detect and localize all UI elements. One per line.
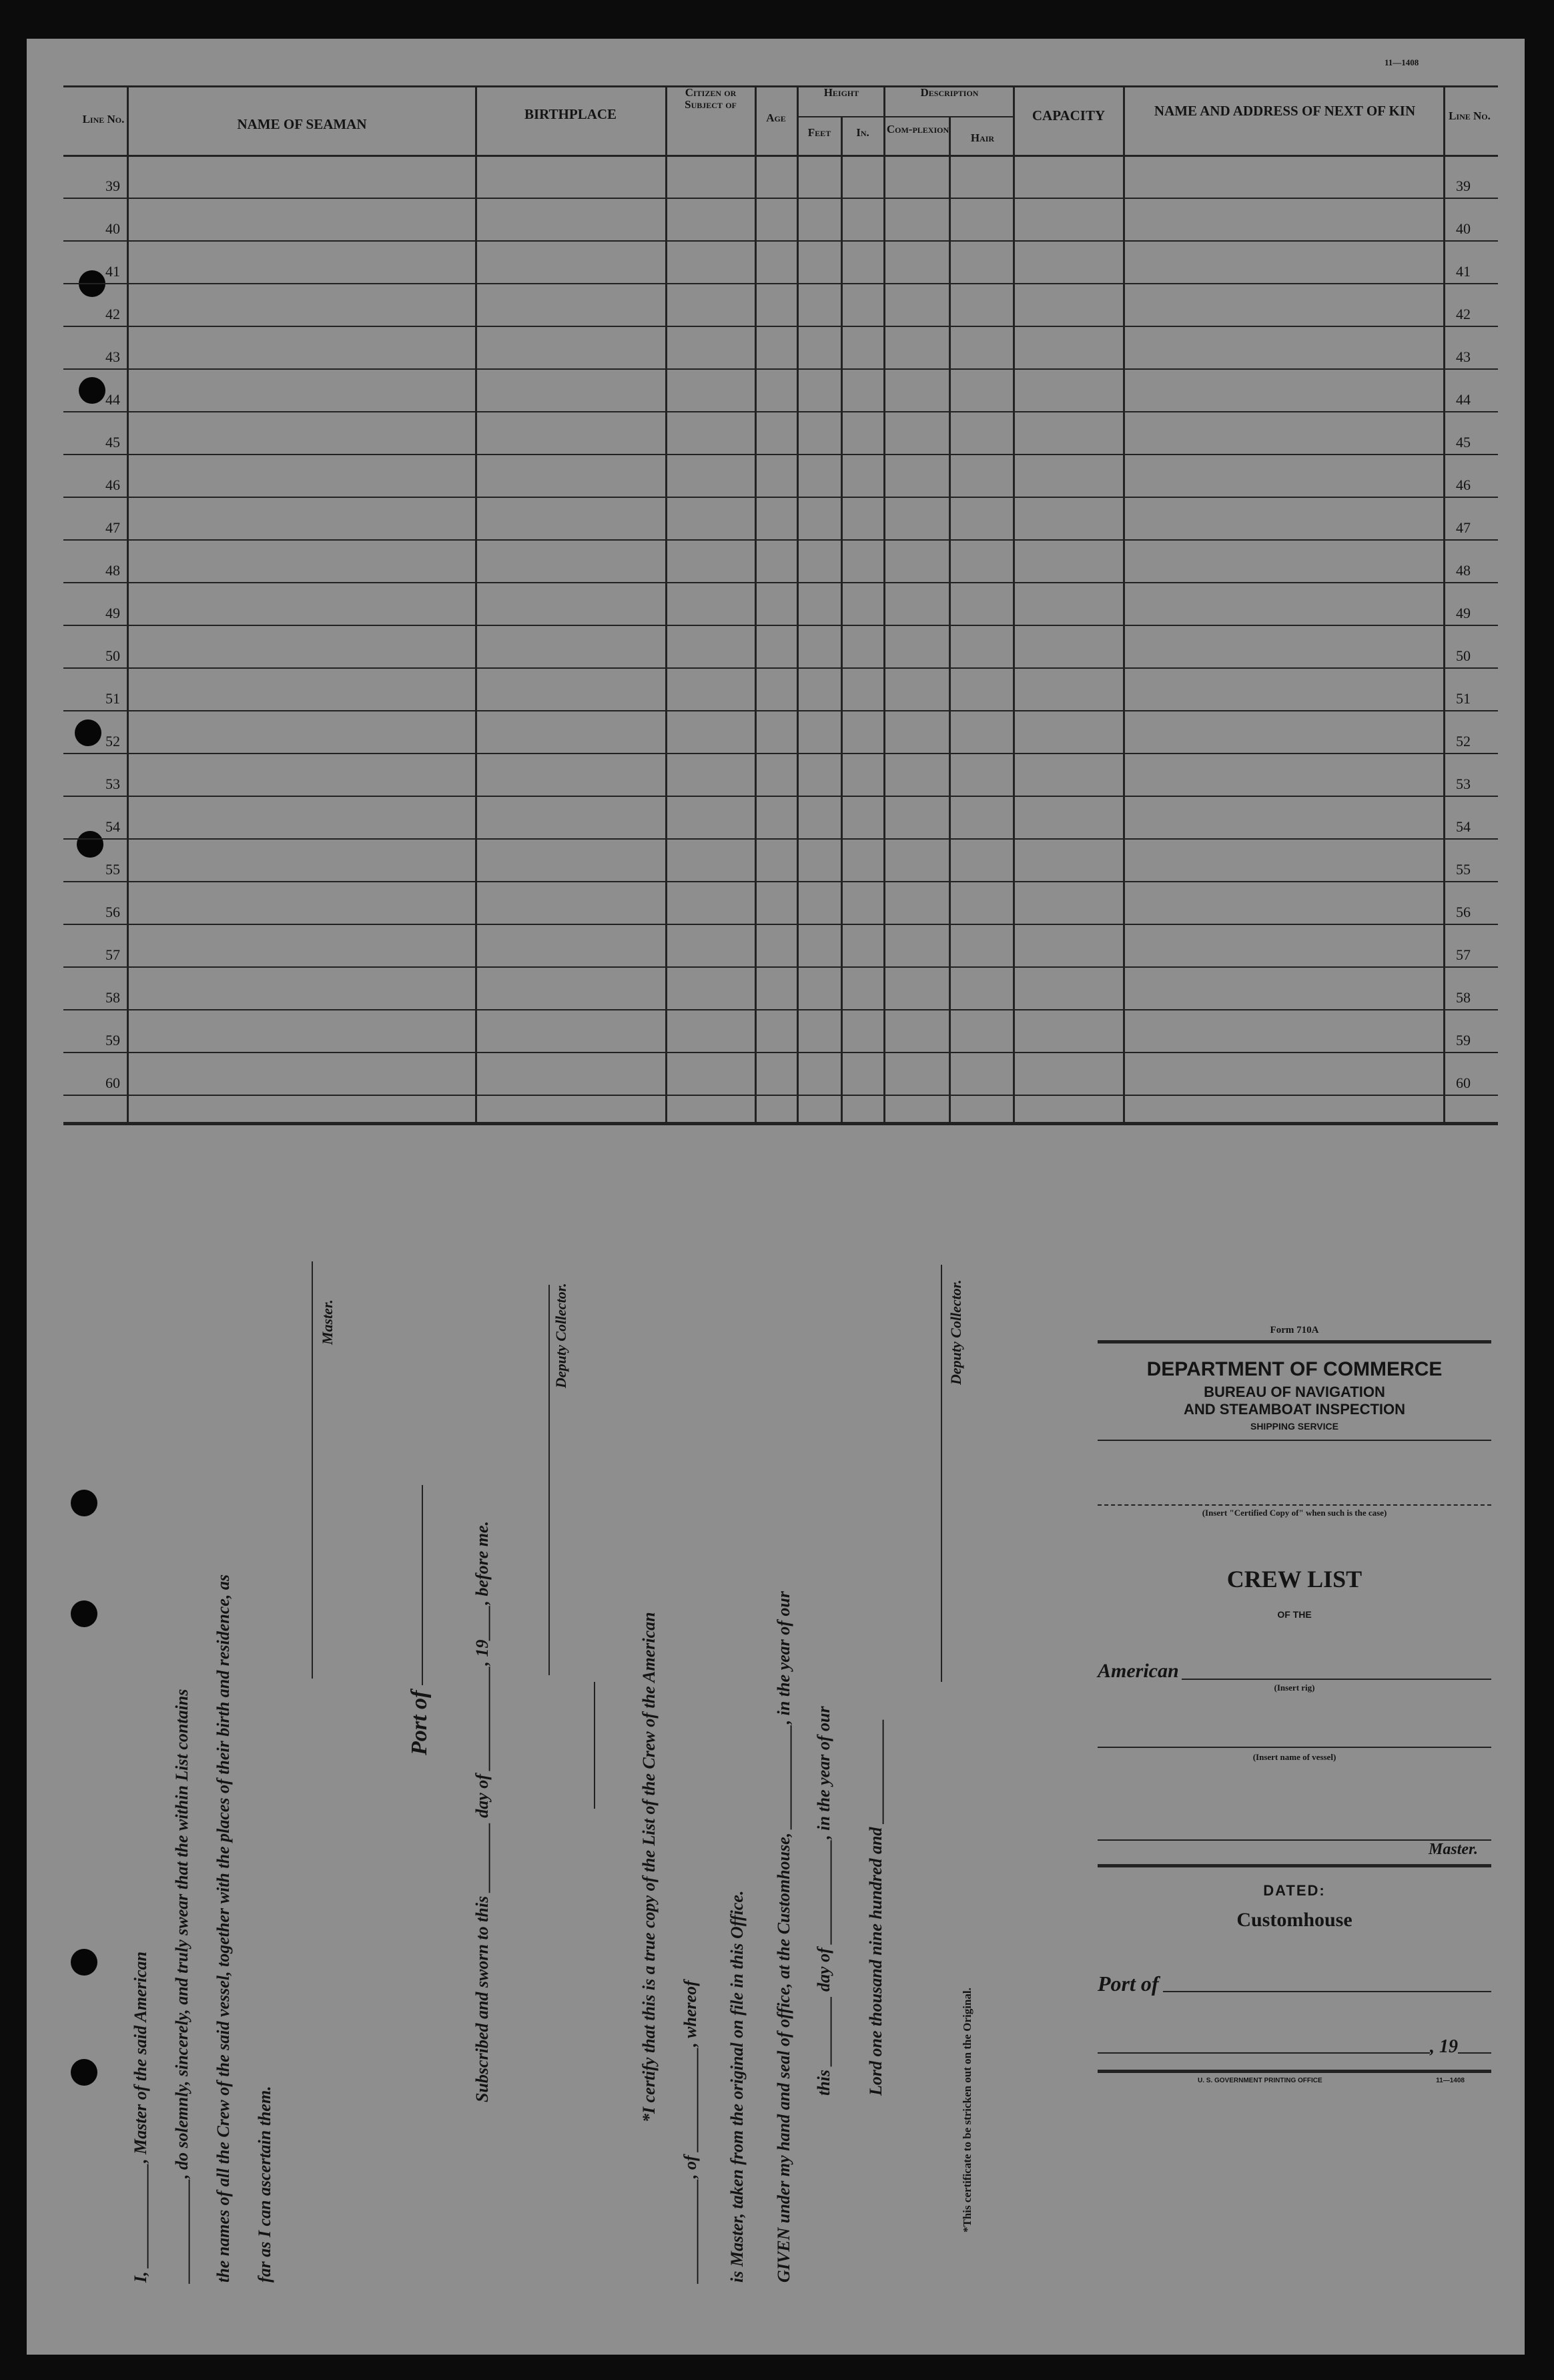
row-number-right: 47 — [1456, 519, 1471, 536]
cover-port-row — [1098, 1972, 1491, 1996]
row-number-left: 55 — [105, 861, 120, 878]
oath-port-of: Port of — [407, 1690, 432, 1755]
row-number-left: 54 — [105, 818, 120, 835]
header-hair: Hair — [970, 131, 995, 144]
row-number-left: 59 — [105, 1032, 120, 1049]
row-number-left: 57 — [105, 946, 120, 963]
table-row — [63, 454, 1498, 455]
row-number-right: 57 — [1456, 946, 1471, 963]
cover-insert-certified: (Insert "Certified Copy of" when such is the case) — [1202, 1508, 1387, 1518]
cover-printer: U. S. GOVERNMENT PRINTING OFFICE — [1198, 2077, 1322, 2084]
row-number-left: 53 — [105, 776, 120, 792]
cover-year: , 19 — [1430, 2036, 1458, 2057]
table-row — [63, 539, 1498, 541]
table-row — [63, 198, 1498, 199]
row-number-left: 58 — [105, 989, 120, 1006]
cover-title: CREW LIST — [1226, 1566, 1363, 1592]
punch-hole — [71, 2059, 97, 2086]
oath-line-1: I, ____________, Master of the said American — [131, 1952, 150, 2283]
table-row — [63, 966, 1498, 968]
oath-line-2: ____________, do solemnly, sincerely, and truly swear that the within List contains — [172, 1689, 191, 2283]
header-capacity: CAPACITY — [1032, 107, 1106, 123]
port-of-line — [422, 1485, 423, 1685]
row-number-right: 45 — [1456, 434, 1471, 451]
row-number-left: 56 — [105, 904, 120, 920]
cover-form-number: Form 710A — [1270, 1325, 1319, 1335]
header-inches: In. — [856, 126, 869, 139]
col-divider — [841, 117, 843, 1122]
table-top-rule — [63, 85, 1498, 87]
oath-line-4: far as I can ascertain them. — [255, 2086, 274, 2283]
cover-insert-rig: (Insert rig) — [1274, 1683, 1315, 1693]
header-line-no: Line No. — [82, 113, 125, 125]
punch-hole — [71, 1490, 97, 1516]
row-number-left: 51 — [105, 690, 120, 707]
row-number-right: 54 — [1456, 818, 1471, 835]
cover-rule — [1098, 2070, 1491, 2073]
row-number-left: 40 — [105, 220, 120, 237]
punch-hole — [71, 1600, 97, 1627]
certificate-line-3: is Master, taken from the original on file in this Office. — [727, 1890, 747, 2283]
row-number-left: 49 — [105, 605, 120, 621]
cover-date-line — [1098, 2052, 1430, 2054]
row-number-right: 44 — [1456, 391, 1471, 408]
cover-certified-line — [1098, 1504, 1491, 1506]
cover-year-line — [1458, 2052, 1491, 2054]
cover-insert-vessel: (Insert name of vessel) — [1252, 1752, 1336, 1762]
cover-american-row — [1098, 1660, 1491, 1683]
row-number-right: 40 — [1456, 220, 1471, 237]
oath-line-3: the names of all the Crew of the said vessel, together with the places of their birth and residence, as — [214, 1574, 233, 2283]
row-number-left: 52 — [105, 733, 120, 750]
table-row — [63, 368, 1498, 370]
table-row — [63, 625, 1498, 626]
row-number-right: 46 — [1456, 477, 1471, 493]
cover-rule — [1098, 1864, 1491, 1867]
oath-subscribed: Subscribed and sworn to this ________ day of ____________, 19____, before me. — [472, 1520, 492, 2102]
deputy-signature-line-1 — [548, 1285, 550, 1675]
header-complexion: Com-plexion — [886, 123, 949, 135]
row-number-left: 46 — [105, 477, 120, 493]
punch-hole — [71, 1949, 97, 1976]
header-age: Age — [766, 111, 786, 124]
cover-master: Master. — [1428, 1841, 1478, 1858]
cover-bureau-1: BUREAU OF NAVIGATION — [1204, 1384, 1385, 1400]
row-number-left: 41 — [105, 263, 120, 280]
cover-port-of: Port of — [1098, 1972, 1159, 1996]
header-feet: Feet — [807, 126, 831, 139]
row-number-right: 51 — [1456, 690, 1471, 707]
row-number-left: 43 — [105, 348, 120, 365]
certificate-line-5: this ________ day of ____________, in the year of our — [814, 1706, 833, 2096]
row-number-right: 39 — [1456, 178, 1471, 194]
row-number-right: 59 — [1456, 1032, 1471, 1049]
divider-line — [594, 1682, 595, 1809]
cover-american: American — [1098, 1660, 1179, 1682]
row-number-right: 52 — [1456, 733, 1471, 750]
row-number-right: 55 — [1456, 861, 1471, 878]
header-name-of-seaman: NAME OF SEAMAN — [237, 116, 367, 132]
table-row — [63, 881, 1498, 882]
table-bottom-rule — [63, 1122, 1498, 1125]
row-number-left: 39 — [105, 178, 120, 194]
row-number-right: 48 — [1456, 562, 1471, 579]
header-sub-rule — [798, 116, 1015, 117]
table-row — [63, 924, 1498, 925]
cover-department: DEPARTMENT OF COMMERCE — [1146, 1358, 1443, 1380]
row-number-left: 42 — [105, 306, 120, 322]
row-number-right: 56 — [1456, 904, 1471, 920]
header-next-of-kin: NAME AND ADDRESS OF NEXT OF KIN — [1154, 103, 1416, 119]
row-number-left: 48 — [105, 562, 120, 579]
header-description: Description — [920, 86, 979, 99]
table-row — [63, 1052, 1498, 1053]
table-row — [63, 1095, 1498, 1096]
cover-vessel-line — [1098, 1747, 1491, 1748]
cover-bureau-2: AND STEAMBOAT INSPECTION — [1183, 1401, 1406, 1418]
row-number-left: 60 — [105, 1075, 120, 1091]
certificate-line-6: Lord one thousand nine hundred and ____________ — [866, 1719, 885, 2096]
cover-code-bottom: 11—1408 — [1436, 2077, 1465, 2084]
header-birthplace: BIRTHPLACE — [524, 106, 617, 122]
row-number-left: 45 — [105, 434, 120, 451]
cover-rig-line — [1182, 1679, 1491, 1680]
cover-port-line — [1163, 1991, 1491, 1992]
row-number-right: 42 — [1456, 306, 1471, 322]
cover-customhouse: Customhouse — [1236, 1909, 1352, 1931]
table-row — [63, 710, 1498, 711]
table-row — [63, 667, 1498, 669]
certificate-line-1: *I certify that this is a true copy of the List of the Crew of the American — [639, 1612, 659, 2122]
oath-master-label: Master. — [319, 1299, 336, 1345]
certificate-line-2: ____________, of ____________, whereof — [681, 1980, 700, 2283]
row-number-right: 49 — [1456, 605, 1471, 621]
cover-rule — [1098, 1440, 1491, 1441]
cover-dated: DATED: — [1263, 1882, 1326, 1899]
header-height: Height — [823, 86, 859, 99]
row-number-right: 43 — [1456, 348, 1471, 365]
cover-service: SHIPPING SERVICE — [1250, 1421, 1338, 1432]
table-row — [63, 497, 1498, 498]
deputy-collector-label-2: Deputy Collector. — [947, 1279, 964, 1385]
certificate-line-4: GIVEN under my hand and seal of office, at the Customhouse, ____________, in the year of our — [774, 1590, 793, 2283]
header-citizen: Citizen or Subject of — [685, 86, 737, 111]
table-row — [63, 753, 1498, 754]
table-row — [63, 283, 1498, 284]
table-row — [63, 582, 1498, 583]
deputy-collector-label-1: Deputy Collector. — [552, 1283, 569, 1388]
table-row — [63, 796, 1498, 797]
header-line-no-right: Line No. — [1449, 109, 1491, 122]
cover-date-row — [1098, 2036, 1491, 2058]
row-number-right: 53 — [1456, 776, 1471, 792]
form-code-top: 11—1408 — [1385, 57, 1419, 67]
table-row — [63, 1009, 1498, 1010]
cover-panel — [1098, 1325, 1491, 2084]
col-divider — [949, 117, 951, 1122]
row-number-right: 50 — [1456, 647, 1471, 664]
table-row — [63, 411, 1498, 412]
row-number-right: 60 — [1456, 1075, 1471, 1091]
oath-master-signature-line — [312, 1261, 313, 1679]
header-bottom-rule — [63, 155, 1498, 157]
row-number-right: 58 — [1456, 989, 1471, 1006]
certificate-footnote: *This certificate to be stricken out on the Original. — [961, 1988, 974, 2233]
table-row — [63, 326, 1498, 327]
row-number-left: 44 — [105, 391, 120, 408]
row-number-right: 41 — [1456, 263, 1471, 280]
cover-footer — [1098, 2077, 1491, 2084]
row-number-left: 50 — [105, 647, 120, 664]
deputy-signature-line-2 — [941, 1265, 942, 1682]
row-number-left: 47 — [105, 519, 120, 536]
cover-of-the: OF THE — [1277, 1609, 1312, 1620]
cover-rule — [1098, 1340, 1491, 1344]
table-row — [63, 838, 1498, 840]
table-row — [63, 240, 1498, 242]
